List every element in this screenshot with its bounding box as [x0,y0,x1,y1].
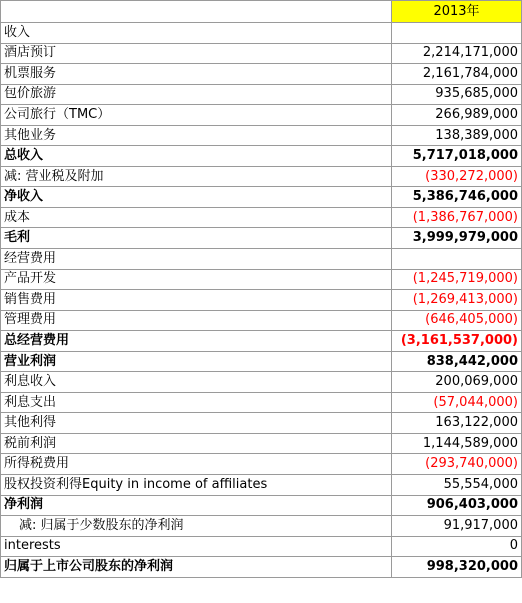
row-label-cell[interactable]: 税前利润 [1,433,392,454]
row-value-cell[interactable]: 55,554,000 [392,475,522,496]
row-label-cell[interactable]: 所得税费用 [1,454,392,475]
table-row [1,105,522,126]
row-label-cell[interactable]: 毛利 [1,228,392,249]
row-label-cell[interactable]: 净利润 [1,495,392,516]
row-label-cell[interactable]: 营业利润 [1,351,392,372]
row-label-cell[interactable]: 归属于上市公司股东的净利润 [1,557,392,578]
header-year-cell[interactable]: 2013年 [392,1,522,23]
row-label-cell[interactable]: 利息收入 [1,372,392,393]
row-value-cell[interactable]: 2,161,784,000 [392,64,522,85]
table-row [1,187,522,208]
table-row [1,433,522,454]
row-label-cell[interactable]: 公司旅行（TMC） [1,105,392,126]
row-label-cell[interactable]: 机票服务 [1,64,392,85]
table-row [1,43,522,64]
row-value-cell[interactable]: 5,386,746,000 [392,187,522,208]
row-value-cell[interactable]: 838,442,000 [392,351,522,372]
table-row [1,125,522,146]
row-label-cell[interactable]: 股权投资利得Equity in income of affiliates [1,475,392,496]
table-row [1,392,522,413]
row-label-cell[interactable]: 其他利得 [1,413,392,434]
row-value-cell[interactable]: (3,161,537,000) [392,331,522,352]
row-label-cell[interactable]: 减: 营业税及附加 [1,166,392,187]
row-value-cell[interactable]: 935,685,000 [392,84,522,105]
row-value-cell[interactable]: 0 [392,536,522,557]
row-value-cell[interactable]: (1,269,413,000) [392,290,522,311]
table-row [1,413,522,434]
table-row [1,331,522,352]
row-label-cell[interactable]: 经营费用 [1,249,392,270]
row-value-cell[interactable]: 163,122,000 [392,413,522,434]
row-value-cell[interactable]: (1,245,719,000) [392,269,522,290]
row-label-cell[interactable]: 销售费用 [1,290,392,311]
row-label-cell[interactable]: 成本 [1,207,392,228]
table-row [1,84,522,105]
row-value-cell[interactable]: 5,717,018,000 [392,146,522,167]
table-row [1,310,522,331]
header-row [1,1,522,23]
row-value-cell[interactable]: (646,405,000) [392,310,522,331]
table-row [1,495,522,516]
row-value-cell[interactable]: (293,740,000) [392,454,522,475]
table-row [1,23,522,44]
row-label-cell[interactable]: 利息支出 [1,392,392,413]
table-row [1,146,522,167]
row-label-cell[interactable]: 减: 归属于少数股东的净利润 [1,516,392,537]
table-row [1,207,522,228]
table-row [1,64,522,85]
row-label-cell[interactable]: 总经营费用 [1,331,392,352]
row-value-cell[interactable] [392,249,522,270]
row-value-cell[interactable]: (330,272,000) [392,166,522,187]
row-value-cell[interactable] [392,23,522,44]
row-label-cell[interactable]: interests [1,536,392,557]
row-value-cell[interactable]: 91,917,000 [392,516,522,537]
row-label-cell[interactable]: 管理费用 [1,310,392,331]
table-row [1,166,522,187]
row-label-cell[interactable]: 其他业务 [1,125,392,146]
table-row [1,249,522,270]
statement-rows [1,23,522,578]
row-label-cell[interactable]: 包价旅游 [1,84,392,105]
table-row [1,516,522,537]
row-value-cell[interactable]: 1,144,589,000 [392,433,522,454]
table-row [1,351,522,372]
row-value-cell[interactable]: 138,389,000 [392,125,522,146]
row-label-cell[interactable]: 酒店预订 [1,43,392,64]
row-value-cell[interactable]: 906,403,000 [392,495,522,516]
table-row [1,269,522,290]
row-value-cell[interactable]: 200,069,000 [392,372,522,393]
row-value-cell[interactable]: (1,386,767,000) [392,207,522,228]
header-label-cell[interactable] [1,1,392,23]
row-value-cell[interactable]: 2,214,171,000 [392,43,522,64]
row-label-cell[interactable]: 收入 [1,23,392,44]
row-value-cell[interactable]: (57,044,000) [392,392,522,413]
table-row [1,228,522,249]
row-label-cell[interactable]: 产品开发 [1,269,392,290]
table-row [1,290,522,311]
row-label-cell[interactable]: 总收入 [1,146,392,167]
table-row [1,536,522,557]
table-row [1,454,522,475]
table-row [1,372,522,393]
table-row [1,475,522,496]
table-row [1,557,522,578]
row-value-cell[interactable]: 266,989,000 [392,105,522,126]
row-value-cell[interactable]: 3,999,979,000 [392,228,522,249]
row-label-cell[interactable]: 净收入 [1,187,392,208]
row-value-cell[interactable]: 998,320,000 [392,557,522,578]
